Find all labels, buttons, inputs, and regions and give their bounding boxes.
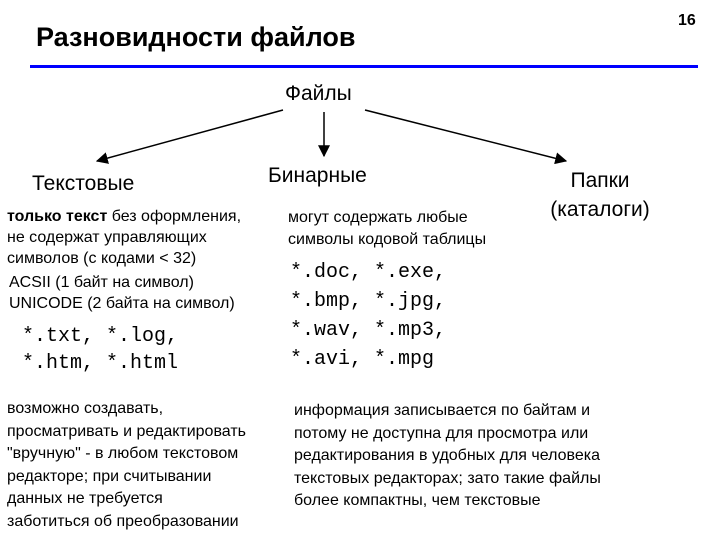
text-encodings [9, 272, 235, 314]
text-desc-bold: только текст [7, 208, 108, 225]
encoding-unicode: UNICODE (2 байта на символ) [9, 295, 235, 312]
binary-examples [290, 258, 446, 374]
note-line: редактирования в удобных для человека [294, 447, 600, 464]
text-files-node: Текстовые [32, 172, 135, 195]
encoding-ascii: ACSII (1 байт на символ) [9, 274, 194, 291]
folders-node [538, 166, 662, 224]
text-desc-line: не содержат управляющих [7, 229, 207, 246]
binary-files-node: Бинарные [268, 164, 367, 187]
text-files-description [7, 206, 241, 269]
note-line: более компактны, чем текстовые [294, 492, 541, 509]
note-line: "вручную" - в любом текстовом [7, 445, 239, 462]
note-line: просматривать и редактировать [7, 422, 246, 440]
note-line: данных не требуется [7, 490, 163, 507]
binary-example-line: *.doc, *.exe, [290, 261, 447, 284]
folders-label: Папки [570, 169, 630, 192]
folders-sublabel: (каталоги) [550, 198, 650, 221]
arrow-to-text [97, 110, 283, 161]
text-example-line: *.htm, *.html [22, 352, 179, 375]
note-line: потому не доступна для просмотра или [294, 424, 589, 442]
binary-example-line: *.bmp, *.jpg, [290, 290, 447, 313]
text-example-line: *.txt, *.log, [22, 325, 179, 348]
note-line: текстовых редакторах; зато такие файлы [294, 469, 601, 487]
note-line: заботиться об преобразовании [7, 512, 239, 530]
slide-title: Разновидности файлов [36, 22, 356, 52]
binary-example-line: *.wav, *.mp3, [290, 319, 447, 342]
binary-files-description [288, 207, 486, 251]
text-examples [22, 323, 178, 377]
note-line: редакторе; при считывании [7, 467, 212, 485]
text-desc-line: символов (с кодами < 32) [7, 250, 197, 267]
binary-desc-line: символы кодовой таблицы [288, 231, 487, 248]
page-number: 16 [678, 12, 696, 29]
text-files-note [7, 398, 246, 533]
binary-example-line: *.avi, *.mpg [290, 348, 435, 371]
root-node-files: Файлы [285, 82, 352, 105]
binary-desc-line: могут содержать любые [288, 209, 468, 226]
arrow-to-folders [365, 110, 566, 161]
text-desc-rest: без оформления, [107, 208, 242, 225]
binary-files-note [294, 400, 601, 513]
note-line: возможно создавать, [7, 400, 164, 417]
note-line: информация записывается по байтам и [294, 402, 591, 419]
